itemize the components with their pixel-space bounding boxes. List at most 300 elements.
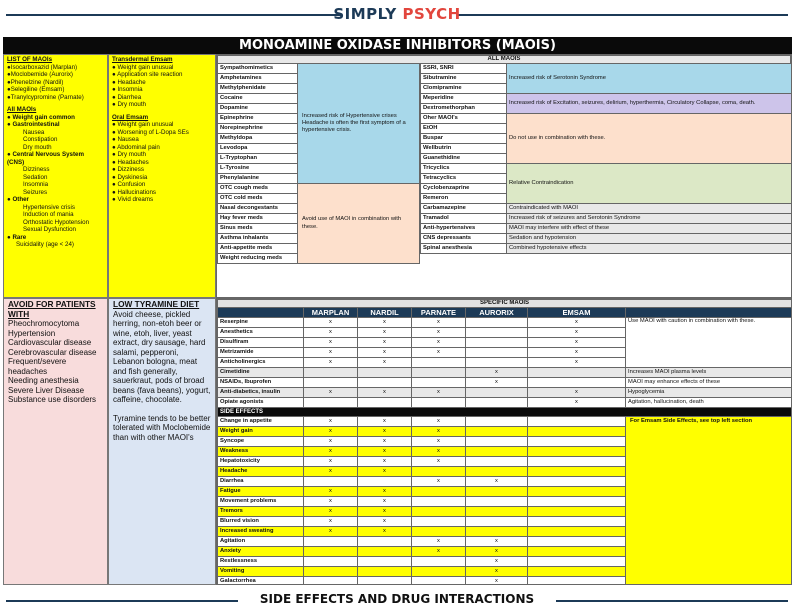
side-effect-mark: x — [304, 497, 358, 507]
table-row — [218, 318, 792, 328]
drug-cell: Methyldopa — [218, 134, 298, 144]
transdermal-emsam-heading: Transdermal Emsam — [112, 56, 173, 63]
interaction-mark — [528, 378, 626, 388]
column-header: NARDIL — [358, 308, 412, 318]
side-effect-mark: x — [358, 457, 412, 467]
side-effect-mark — [466, 507, 528, 517]
drug-cell: EtOH — [421, 124, 507, 134]
all-maois-item: Hypertensive crisis — [23, 203, 75, 211]
oral-emsam-item: ● Vivid dreams — [112, 196, 154, 203]
interaction-mark — [466, 358, 528, 368]
oral-emsam-item: ● Hallucinations — [112, 188, 156, 196]
interaction-mark — [466, 338, 528, 348]
table-row — [218, 417, 792, 427]
side-effect-mark: x — [304, 427, 358, 437]
drug-cell: Amphetamines — [218, 74, 298, 84]
all-maois-item: Dizziness — [23, 166, 50, 173]
side-effect-cell: Blurred vision — [218, 517, 304, 527]
interaction-mark — [412, 368, 466, 378]
tyramine-diet-panel — [108, 298, 216, 585]
avoid-patients-item: Severe Liver Disease — [8, 385, 85, 395]
table-row — [218, 368, 792, 378]
side-effect-mark: x — [412, 427, 466, 437]
side-effect-mark — [528, 477, 626, 487]
side-effect-mark — [528, 417, 626, 427]
side-effect-cell: Weight gain — [218, 427, 304, 437]
side-effect-mark: x — [304, 517, 358, 527]
all-maois-heading: All MAOIs — [7, 106, 37, 113]
side-effect-mark — [358, 577, 412, 585]
side-effect-mark: x — [358, 517, 412, 527]
side-effect-cell: Diarrhea — [218, 477, 304, 487]
all-maois-section — [216, 54, 792, 298]
all-maois-header: ALL MAOIS — [218, 56, 791, 64]
column-header: PARNATE — [412, 308, 466, 318]
interaction-mark — [466, 318, 528, 328]
side-effect-mark — [412, 567, 466, 577]
tyramine-moclobemide-note: Tyramine tends to be better tolerated with Moclobemide than with other MAOI's — [113, 413, 211, 442]
side-effect-mark — [466, 497, 528, 507]
transdermal-emsam-item: ● Headache — [112, 78, 146, 86]
drug-cell: Phenylalanine — [218, 174, 298, 184]
transdermal-emsam-item: ● Weight gain unusual — [112, 63, 174, 71]
side-effect-cell: Syncope — [218, 437, 304, 447]
side-effect-mark — [466, 467, 528, 477]
side-effect-mark: x — [358, 417, 412, 427]
side-effect-mark: x — [358, 497, 412, 507]
table-row — [421, 64, 792, 74]
all-maois-item: ● Central Nervous System — [7, 151, 84, 158]
interaction-mark: x — [412, 388, 466, 398]
side-effect-mark — [358, 537, 412, 547]
drug-cell: SSRI, SNRI — [421, 64, 507, 74]
all-maois-item: ● Rare — [7, 233, 27, 241]
side-effect-mark: x — [466, 557, 528, 567]
drug-cell: Nasal decongestants — [218, 204, 298, 214]
interaction-mark: x — [358, 328, 412, 338]
side-effect-cell: Change in appetite — [218, 417, 304, 427]
interaction-mark: x — [304, 348, 358, 358]
drug-cell: Cocaine — [218, 94, 298, 104]
side-effect-mark — [528, 497, 626, 507]
oral-emsam-item: ● Dry mouth — [112, 151, 146, 158]
interaction-mark: x — [304, 318, 358, 328]
side-effect-mark — [412, 517, 466, 527]
drug-cell: Norepinephrine — [218, 124, 298, 134]
drug-cell: Dopamine — [218, 104, 298, 114]
drug-cell: L-Tryptophan — [218, 154, 298, 164]
hypertensive-crisis-note: Increased risk of Hypertensive crises Headache is often the first symptom of a hypertensive crisis. — [298, 64, 420, 184]
emsam-side-effects-note: For Emsam Side Effects, see top left section — [626, 417, 792, 585]
oral-emsam-list — [112, 121, 212, 204]
side-effect-mark — [528, 467, 626, 477]
drug-cell: Spinal anesthesia — [421, 244, 507, 254]
side-effect-mark — [528, 547, 626, 557]
avoid-patients-item: Cardiovascular disease — [8, 338, 92, 347]
all-maois-item: ● Gastrointestinal — [7, 121, 60, 128]
maoi-drug-item: ●Selegiline (Emsam) — [7, 86, 65, 93]
interaction-mark: x — [358, 358, 412, 368]
drug-cell: Weight reducing meds — [218, 254, 298, 264]
interaction-mark — [466, 348, 528, 358]
all-maois-item: Sedation — [23, 173, 48, 181]
drug-cell: Tricyclics — [421, 164, 507, 174]
side-effect-mark — [304, 477, 358, 487]
table-row — [421, 224, 792, 234]
side-effects-header: SIDE EFFECTS — [218, 408, 792, 417]
table-row — [421, 164, 792, 174]
oral-emsam-heading: Oral Emsam — [112, 113, 149, 121]
side-effect-mark — [466, 447, 528, 457]
drug-cell: Meperidine — [421, 94, 507, 104]
side-effect-mark — [412, 467, 466, 477]
avoid-combination-note: Avoid use of MAOI in combination with these. — [298, 184, 420, 264]
interaction-drug-cell: Cimetidine — [218, 368, 304, 378]
side-effect-mark — [528, 517, 626, 527]
avoid-patients-item: Hypertension — [8, 328, 56, 338]
interaction-mark: x — [304, 358, 358, 368]
side-effect-mark: x — [412, 477, 466, 487]
specific-maois-section — [216, 298, 792, 585]
all-maois-item: Insomnia — [23, 181, 49, 188]
side-effect-mark — [528, 447, 626, 457]
oral-emsam-item: ● Dizziness — [112, 166, 144, 173]
side-effect-mark: x — [358, 527, 412, 537]
side-effect-mark — [304, 547, 358, 557]
interaction-mark — [412, 378, 466, 388]
maoi-drug-list — [7, 64, 104, 102]
drug-cell: Anti-appetite meds — [218, 244, 298, 254]
side-effect-mark — [466, 437, 528, 447]
side-effect-mark: x — [304, 447, 358, 457]
side-effect-mark — [528, 487, 626, 497]
drug-cell: Sibutramine — [421, 74, 507, 84]
side-effect-mark: x — [358, 507, 412, 517]
drug-cell: Asthma inhalants — [218, 234, 298, 244]
side-effect-mark: x — [412, 457, 466, 467]
interaction-mark — [304, 398, 358, 408]
drug-cell: OTC cold meds — [218, 194, 298, 204]
side-effect-cell: Anxiety — [218, 547, 304, 557]
interaction-mark: x — [528, 318, 626, 328]
oral-emsam-item: ● Dyskinesia — [112, 173, 148, 181]
side-effect-mark — [528, 527, 626, 537]
side-effect-cell: Agitation — [218, 537, 304, 547]
interaction-mark — [304, 368, 358, 378]
maoi-list-heading: LIST OF MAOIs — [7, 56, 53, 63]
all-maois-item: Orthostatic Hypotension — [23, 218, 90, 226]
emsam-panel — [108, 54, 216, 298]
brand-header — [0, 0, 794, 30]
interaction-mark: x — [466, 368, 528, 378]
interaction-mark: x — [358, 338, 412, 348]
side-effect-mark — [528, 557, 626, 567]
interaction-mark: x — [304, 328, 358, 338]
maoi-drug-item: ●Isocarboxazid (Marplan) — [7, 63, 78, 71]
side-effect-mark: x — [304, 457, 358, 467]
maoi-drug-item: ●Moclobemide (Aurorix) — [7, 71, 73, 78]
interaction-mark — [466, 398, 528, 408]
transdermal-emsam-list — [112, 64, 212, 109]
oral-emsam-item: ● Nausea — [112, 136, 139, 143]
interaction-mark: x — [358, 388, 412, 398]
drug-cell: CNS depressants — [421, 234, 507, 244]
side-effect-mark — [466, 487, 528, 497]
interaction-mark: x — [358, 318, 412, 328]
avoid-patients-panel — [3, 298, 108, 585]
maoi-drug-item: ●Phenelzine (Nardil) — [7, 78, 64, 86]
drug-cell: Sympathomimetics — [218, 64, 298, 74]
side-effect-mark — [358, 557, 412, 567]
side-effect-cell: Galactorrhea — [218, 577, 304, 585]
table-row — [218, 388, 792, 398]
table-row — [218, 300, 792, 308]
column-header: MARPLAN — [304, 308, 358, 318]
interaction-mark: x — [412, 318, 466, 328]
side-effect-mark — [412, 507, 466, 517]
oral-emsam-item: ● Weight gain unusual — [112, 121, 174, 128]
side-effect-mark — [528, 537, 626, 547]
drug-cell: OTC cough meds — [218, 184, 298, 194]
side-effect-mark — [528, 437, 626, 447]
interaction-note: Increased risk of Serotonin Syndrome — [507, 64, 792, 94]
interaction-mark — [466, 388, 528, 398]
drug-cell: Epinephrine — [218, 114, 298, 124]
interaction-mark: x — [412, 328, 466, 338]
interaction-drug-cell: Anticholinergics — [218, 358, 304, 368]
drug-cell: Tetracyclics — [421, 174, 507, 184]
column-header-blank — [218, 308, 304, 318]
interaction-mark — [412, 398, 466, 408]
maoi-drug-item: ●Tranylcypromine (Parnate) — [7, 93, 84, 101]
transdermal-emsam-item: ● Insomnia — [112, 86, 143, 93]
side-effect-mark — [528, 427, 626, 437]
footer-title: SIDE EFFECTS AND DRUG INTERACTIONS — [259, 592, 535, 606]
all-maois-item: Constipation — [23, 136, 58, 143]
table-row — [421, 234, 792, 244]
interaction-note: Relative Contraindication — [507, 164, 792, 204]
side-effect-mark — [528, 457, 626, 467]
column-header-blank — [626, 308, 792, 318]
interaction-mark: x — [528, 398, 626, 408]
side-effect-mark: x — [304, 487, 358, 497]
transdermal-emsam-item: ● Application site reaction — [112, 71, 183, 78]
specific-maois-header: SPECIFIC MAOIS — [218, 300, 792, 308]
interaction-mark: x — [304, 388, 358, 398]
side-effect-mark: x — [412, 447, 466, 457]
interaction-mark — [412, 358, 466, 368]
column-header: AURORIX — [466, 308, 528, 318]
drug-cell: Levodopa — [218, 144, 298, 154]
interaction-mark — [528, 368, 626, 378]
drug-cell: Methylphenidate — [218, 84, 298, 94]
table-row — [218, 398, 792, 408]
tyramine-diet-text: Avoid cheese, pickled herring, non-etoh beer or wine, etoh, liver, yeast extract, dry sausage, hard salami, pepperoni, Lebanon bologna, meat and fish generally, sauerkraut, pods of broad beans (fava beans), yogurt, caffeine, chocolate. — [113, 309, 211, 404]
avoid-patients-item: Needing anesthesia — [8, 376, 79, 385]
table-row — [218, 64, 420, 74]
interaction-mark: x — [528, 358, 626, 368]
side-effect-mark: x — [304, 417, 358, 427]
side-effect-mark — [304, 557, 358, 567]
drug-cell: Dextromethorphan — [421, 104, 507, 114]
interaction-note: Increased risk of seizures and Serotonin Syndrome — [507, 214, 792, 224]
transdermal-emsam-item: ● Dry mouth — [112, 101, 146, 108]
footer — [0, 590, 794, 612]
avoid-patients-list — [8, 319, 103, 405]
side-effect-mark: x — [304, 437, 358, 447]
side-effect-mark — [304, 577, 358, 585]
side-effect-mark — [412, 557, 466, 567]
all-maois-item: Seizures — [23, 188, 48, 196]
side-effect-mark: x — [358, 427, 412, 437]
drug-cell: Wellbutrin — [421, 144, 507, 154]
interaction-drug-cell: Anesthetics — [218, 328, 304, 338]
avoid-patients-heading: AVOID FOR PATIENTS WITH — [8, 299, 96, 319]
side-effect-cell: Tremors — [218, 507, 304, 517]
side-effect-mark: x — [358, 437, 412, 447]
side-effect-cell: Fatigue — [218, 487, 304, 497]
drug-cell: Buspar — [421, 134, 507, 144]
side-effect-mark — [466, 457, 528, 467]
side-effect-mark — [412, 527, 466, 537]
table-row — [421, 94, 792, 104]
interaction-mark: x — [528, 338, 626, 348]
side-effect-cell: Restlessness — [218, 557, 304, 567]
side-effect-cell: Hepatotoxicity — [218, 457, 304, 467]
side-effect-cell: Movement problems — [218, 497, 304, 507]
interaction-drug-cell: Disulfiram — [218, 338, 304, 348]
interaction-mark: x — [304, 338, 358, 348]
table-row — [218, 184, 420, 194]
all-maois-item: Dry mouth — [23, 143, 52, 151]
side-effect-mark: x — [304, 467, 358, 477]
opiate-note: Agitation, hallucination, death — [626, 398, 792, 408]
avoid-patients-item: Frequent/severe headaches — [8, 357, 67, 376]
avoid-patients-item: Cerebrovascular disease — [8, 347, 97, 357]
side-effect-mark: x — [358, 487, 412, 497]
drug-cell: Carbamazepine — [421, 204, 507, 214]
interaction-drug-cell: Anti-diabetics, insulin — [218, 388, 304, 398]
table-row — [218, 408, 792, 417]
tyramine-diet-heading: LOW TYRAMINE DIET — [113, 299, 200, 309]
drug-cell: Oher MAOI's — [421, 114, 507, 124]
nsaids-note: MAOI may enhance effects of these — [626, 378, 792, 388]
interaction-note: Contraindicated with MAOI — [507, 204, 792, 214]
interaction-mark: x — [528, 388, 626, 398]
interaction-mark — [358, 378, 412, 388]
all-maois-item: Suicidality (age < 24) — [16, 241, 74, 248]
interaction-drug-cell: Metrizamide — [218, 348, 304, 358]
oral-emsam-item: ● Headaches — [112, 158, 149, 166]
drug-cell: Cyclobenzaprine — [421, 184, 507, 194]
interaction-drug-cell: Opiate agonists — [218, 398, 304, 408]
side-effect-mark — [528, 577, 626, 585]
interaction-mark: x — [528, 348, 626, 358]
all-maois-item: Induction of mania — [23, 211, 74, 218]
side-effect-mark — [466, 517, 528, 527]
interaction-mark — [466, 328, 528, 338]
side-effect-mark — [528, 507, 626, 517]
drug-cell: Clomipramine — [421, 84, 507, 94]
side-effect-mark: x — [412, 437, 466, 447]
side-effect-mark — [412, 577, 466, 585]
maoi-list-panel — [3, 54, 108, 298]
all-maois-item: ● Weight gain common — [7, 113, 75, 121]
drug-cell: Hay fever meds — [218, 214, 298, 224]
side-effect-mark: x — [412, 547, 466, 557]
side-effect-cell: Increased sweating — [218, 527, 304, 537]
all-maois-side-effects — [7, 114, 104, 249]
side-effect-mark — [466, 427, 528, 437]
interaction-mark — [358, 398, 412, 408]
antidiabetics-note: Hypoglycemia — [626, 388, 792, 398]
table-row — [218, 308, 792, 318]
side-effect-mark — [528, 567, 626, 577]
side-effect-mark: x — [466, 547, 528, 557]
interaction-mark — [358, 368, 412, 378]
caution-note: Use MAOI with caution in combination with these. — [626, 318, 792, 368]
interaction-note: Do not use in combination with these. — [507, 114, 792, 164]
interaction-drug-cell: NSAIDs, Ibuprofen — [218, 378, 304, 388]
side-effect-cell: Headache — [218, 467, 304, 477]
interaction-mark: x — [358, 348, 412, 358]
side-effect-mark: x — [412, 537, 466, 547]
side-effect-mark: x — [466, 477, 528, 487]
interaction-drug-cell: Reserpine — [218, 318, 304, 328]
interaction-note: Sedation and hypotension — [507, 234, 792, 244]
side-effect-mark — [358, 567, 412, 577]
table-row — [218, 378, 792, 388]
side-effect-mark — [304, 537, 358, 547]
page-title: MONOAMINE OXIDASE INHIBITORS (MAOIS) — [3, 37, 792, 54]
side-effect-mark: x — [466, 567, 528, 577]
table-row — [421, 214, 792, 224]
interaction-mark: x — [466, 378, 528, 388]
all-maois-item: (CNS) — [7, 158, 25, 166]
drug-cell: Anti-hypertensives — [421, 224, 507, 234]
drug-cell: Remeron — [421, 194, 507, 204]
drug-cell: L-Tyrosine — [218, 164, 298, 174]
table-row — [421, 204, 792, 214]
oral-emsam-item: ● Confusion — [112, 181, 146, 188]
avoid-patients-item: Pheochromocytoma — [8, 319, 80, 328]
table-row — [421, 244, 792, 254]
side-effect-cell: Weakness — [218, 447, 304, 457]
cimetidine-note: Increases MAOI plasma levels — [626, 368, 792, 378]
side-effect-mark: x — [466, 537, 528, 547]
all-maois-item: Sexual Dysfunction — [23, 226, 76, 233]
interaction-mark: x — [412, 338, 466, 348]
all-maois-item: ● Other — [7, 196, 29, 203]
side-effect-mark: x — [412, 417, 466, 427]
side-effect-mark: x — [304, 527, 358, 537]
drug-cell: Sinus meds — [218, 224, 298, 234]
oral-emsam-item: ● Abdominal pain — [112, 143, 160, 151]
side-effect-mark: x — [358, 447, 412, 457]
interaction-note: Increased risk of Excitation, seizures, delirium, hyperthermia, Circulatory Collapse, coma, death. — [507, 94, 792, 114]
specific-maois-table — [217, 299, 792, 585]
side-effect-mark: x — [304, 507, 358, 517]
all-maois-left-table — [217, 63, 420, 264]
drug-cell: Tramadol — [421, 214, 507, 224]
side-effect-mark — [466, 527, 528, 537]
brand-logo: SIMPLY PSYCH — [333, 5, 461, 23]
side-effect-mark — [304, 567, 358, 577]
side-effect-mark — [412, 487, 466, 497]
drug-cell: Guanethidine — [421, 154, 507, 164]
side-effect-mark: x — [466, 577, 528, 585]
side-effect-mark — [466, 417, 528, 427]
